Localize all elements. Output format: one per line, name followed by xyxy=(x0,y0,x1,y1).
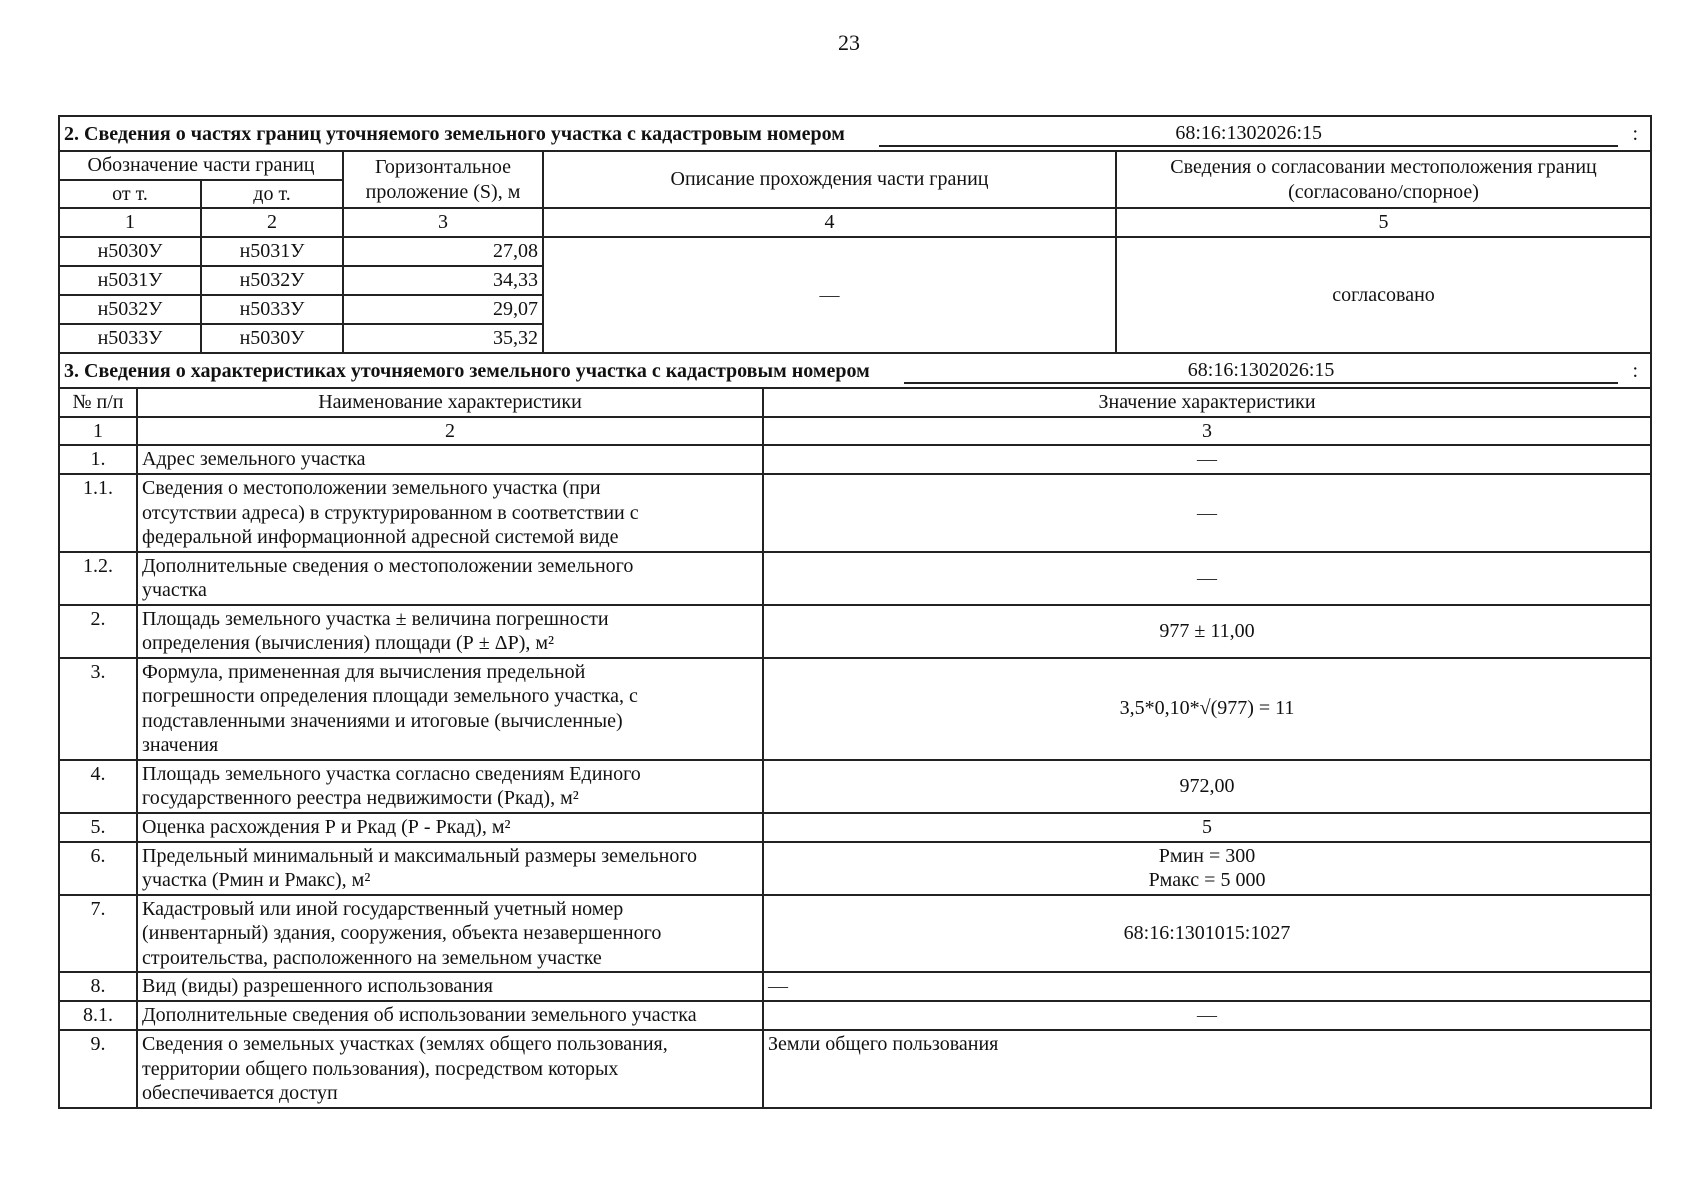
header-approval-line1: Сведения о согласовании местоположения границ xyxy=(1170,156,1597,178)
table-row xyxy=(59,1030,1651,1108)
horizontal-distance: 29,07 xyxy=(343,295,543,324)
characteristic-name: Адрес земельного участка xyxy=(137,445,763,474)
section2-colon: : xyxy=(1632,123,1639,145)
name-line: Сведения о местоположении земельного участка (при xyxy=(142,477,601,499)
characteristic-value: — xyxy=(763,445,1651,474)
table-row xyxy=(59,813,1651,842)
value-line: Рмин = 300 xyxy=(1158,844,1256,867)
table-row xyxy=(59,605,1651,658)
characteristic-value xyxy=(763,842,1651,895)
table-row xyxy=(59,895,1651,973)
name-line: Сведения о земельных участках (землях общего пользования, xyxy=(142,1033,668,1055)
table-row xyxy=(59,972,1651,1001)
name-line: федеральной информационной адресной системой виде xyxy=(142,526,619,548)
name-line: обеспечивается доступ xyxy=(142,1082,338,1104)
approval-status: согласовано xyxy=(1116,237,1651,353)
name-line: Предельный минимальный и максимальный размеры земельного xyxy=(142,844,698,867)
horizontal-distance: 35,32 xyxy=(343,324,543,353)
table-row xyxy=(59,237,1651,266)
header-horizontal-distance xyxy=(343,151,543,208)
section2-cadastral-number: 68:16:1302026:15 xyxy=(879,121,1619,147)
header-from-point: от т. xyxy=(59,180,201,209)
column-number: 5 xyxy=(1116,208,1651,237)
name-line: значения xyxy=(142,734,219,756)
header-to-point: до т. xyxy=(201,180,343,209)
characteristic-name xyxy=(137,605,763,658)
characteristic-value: 3,5*0,10*√(977) = 11 xyxy=(763,658,1651,760)
name-line: (инвентарный) здания, сооружения, объекта незавершенного xyxy=(142,922,662,944)
column-number: 4 xyxy=(543,208,1116,237)
name-line: строительства, расположенного на земельном участке xyxy=(142,946,602,969)
name-line: государственного реестра недвижимости (Ркад), м² xyxy=(142,787,579,809)
characteristic-value: — xyxy=(763,474,1651,552)
section3-colon: : xyxy=(1632,360,1639,382)
characteristic-name xyxy=(137,760,763,813)
name-line: территории общего пользования), посредством которых xyxy=(142,1057,619,1080)
row-number: 4. xyxy=(59,760,137,813)
to-point: н5031У xyxy=(201,237,343,266)
page-number: 23 xyxy=(838,30,860,55)
row-number: 6. xyxy=(59,842,137,895)
name-line: Площадь земельного участка ± величина погрешности xyxy=(142,607,609,630)
characteristic-name xyxy=(137,895,763,973)
header-approval-line2: (согласовано/спорное) xyxy=(1288,180,1479,203)
characteristic-name xyxy=(137,552,763,605)
row-number: 9. xyxy=(59,1030,137,1108)
characteristic-name xyxy=(137,658,763,760)
row-number: 8. xyxy=(59,972,137,1001)
column-number: 2 xyxy=(137,417,763,446)
column-number: 1 xyxy=(59,208,201,237)
name-line: погрешности определения площади земельного участка, с xyxy=(142,685,638,707)
header-horizontal-line1: Горизонтальное xyxy=(375,156,511,178)
table-row xyxy=(59,842,1651,895)
cadastral-document xyxy=(58,115,1650,1109)
column-number: 3 xyxy=(343,208,543,237)
table-row xyxy=(59,760,1651,813)
to-point: н5030У xyxy=(201,324,343,353)
table-row xyxy=(59,474,1651,552)
to-point: н5032У xyxy=(201,266,343,295)
characteristic-name xyxy=(137,842,763,895)
column-number: 3 xyxy=(763,417,1651,446)
name-line: Площадь земельного участка согласно сведениям Единого xyxy=(142,762,641,785)
section2-title-cell xyxy=(59,116,1651,151)
characteristic-value: — xyxy=(763,552,1651,605)
name-line: участка xyxy=(142,579,207,601)
row-number: 1.2. xyxy=(59,552,137,605)
row-number: 3. xyxy=(59,658,137,760)
characteristic-value: Земли общего пользования xyxy=(763,1030,1651,1108)
section2-title: 2. Сведения о частях границ уточняемого земельного участка с кадастровым номером xyxy=(64,123,845,145)
name-line: Формула, примененная для вычисления предельной xyxy=(142,660,586,683)
name-line: участка (Рмин и Рмакс), м² xyxy=(142,869,371,891)
row-number: 7. xyxy=(59,895,137,973)
name-line: Дополнительные сведения о местоположении земельного xyxy=(142,554,634,577)
boundary-description: — xyxy=(543,237,1116,353)
table-row xyxy=(59,445,1651,474)
characteristic-name xyxy=(137,474,763,552)
from-point: н5031У xyxy=(59,266,201,295)
name-line: подставленными значениями и итоговые (вычисленные) xyxy=(142,709,623,732)
section3-title-cell xyxy=(59,353,1651,388)
name-line: отсутствии адреса) в структурированном в соответствии с xyxy=(142,501,639,524)
row-number: 8.1. xyxy=(59,1001,137,1030)
from-point: н5033У xyxy=(59,324,201,353)
value-line: Рмакс = 5 000 xyxy=(1148,869,1266,891)
characteristic-value: 5 xyxy=(763,813,1651,842)
row-number: 1. xyxy=(59,445,137,474)
table-row xyxy=(59,552,1651,605)
row-number: 2. xyxy=(59,605,137,658)
column-number: 2 xyxy=(201,208,343,237)
section3-title: 3. Сведения о характеристиках уточняемого земельного участка с кадастровым номером xyxy=(64,360,870,382)
characteristic-value: 977 ± 11,00 xyxy=(763,605,1651,658)
from-point: н5030У xyxy=(59,237,201,266)
name-line: определения (вычисления) площади (Р ± ΔР), м² xyxy=(142,632,555,654)
from-point: н5032У xyxy=(59,295,201,324)
characteristic-name xyxy=(137,1030,763,1108)
characteristics-table xyxy=(58,352,1652,1109)
table-row xyxy=(59,1001,1651,1030)
characteristic-value: 68:16:1301015:1027 xyxy=(763,895,1651,973)
to-point: н5033У xyxy=(201,295,343,324)
header-approval xyxy=(1116,151,1651,208)
header-number: № п/п xyxy=(59,388,137,417)
characteristic-value: — xyxy=(763,972,1651,1001)
header-description: Описание прохождения части границ xyxy=(543,151,1116,208)
horizontal-distance: 34,33 xyxy=(343,266,543,295)
horizontal-distance: 27,08 xyxy=(343,237,543,266)
characteristic-value: — xyxy=(763,1001,1651,1030)
table-row xyxy=(59,658,1651,760)
name-line: Кадастровый или иной государственный учетный номер xyxy=(142,897,624,920)
characteristic-name: Вид (виды) разрешенного использования xyxy=(137,972,763,1001)
section3-cadastral-number: 68:16:1302026:15 xyxy=(904,358,1619,384)
boundary-parts-table xyxy=(58,115,1652,354)
characteristic-name: Дополнительные сведения об использовании земельного участка xyxy=(137,1001,763,1030)
header-characteristic-value: Значение характеристики xyxy=(763,388,1651,417)
header-horizontal-line2: проложение (S), м xyxy=(365,180,521,203)
row-number: 1.1. xyxy=(59,474,137,552)
header-boundary-part: Обозначение части границ xyxy=(59,151,343,180)
column-number: 1 xyxy=(59,417,137,446)
row-number: 5. xyxy=(59,813,137,842)
characteristic-name: Оценка расхождения Р и Ркад (Р - Ркад), м² xyxy=(137,813,763,842)
header-characteristic-name: Наименование характеристики xyxy=(137,388,763,417)
characteristic-value: 972,00 xyxy=(763,760,1651,813)
